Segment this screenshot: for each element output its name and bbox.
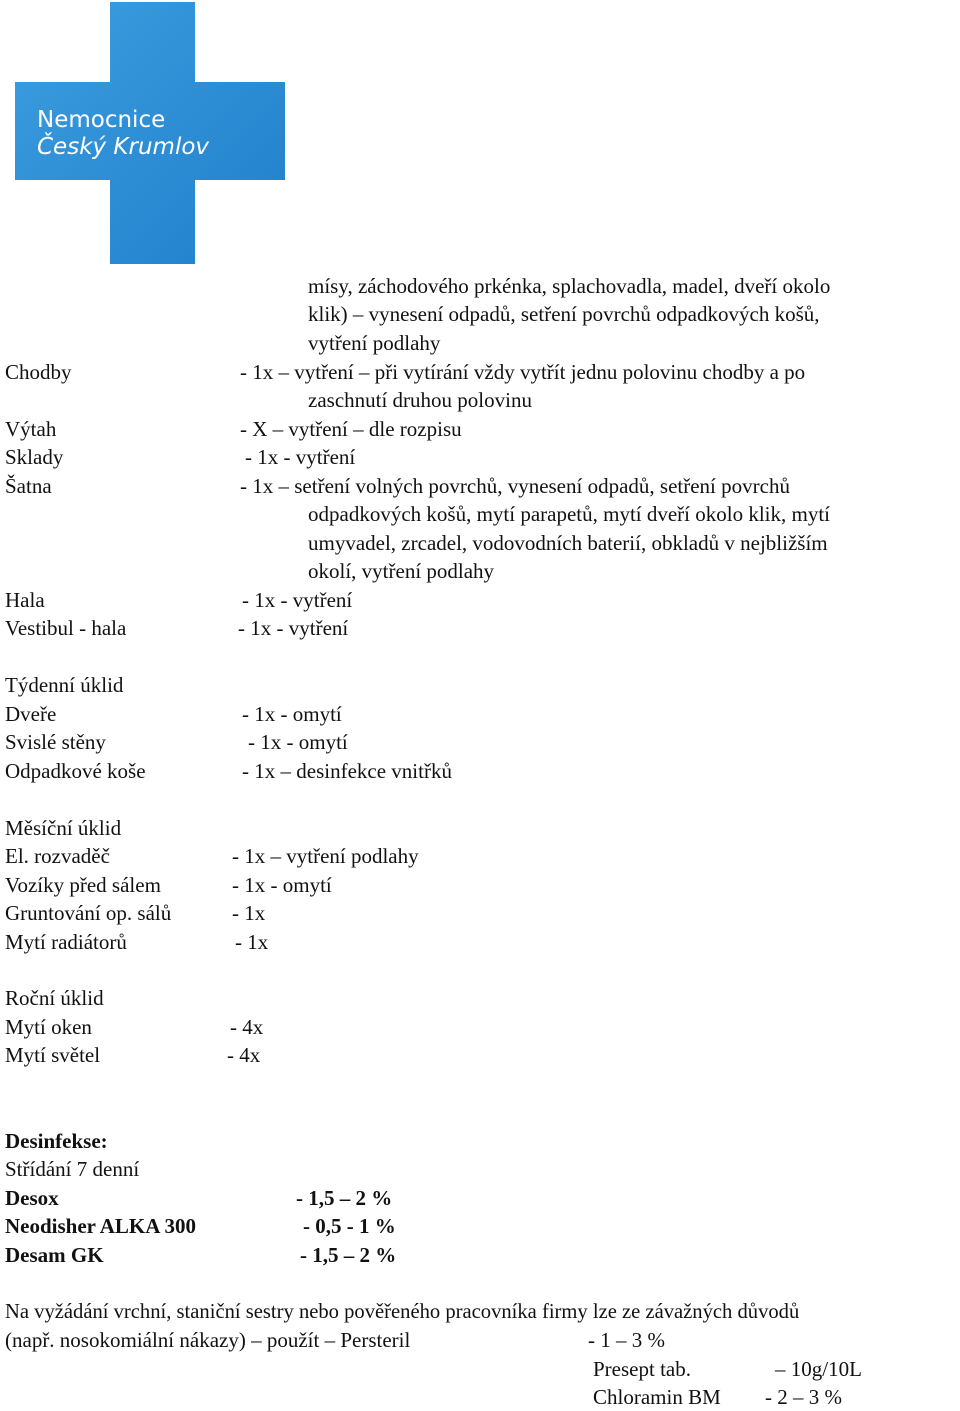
note-extra-value-2: - 2 – 3 % [765,1385,842,1409]
yearly-label-1: Mytí oken [5,1015,92,1039]
logo-text-line2: Český Krumlov [37,134,210,160]
cross-logo-icon [15,2,285,264]
daily-label-chodby: Chodby [5,360,72,384]
monthly-label-4: Mytí radiátorů [5,930,127,954]
yearly-label-2: Mytí světel [5,1043,101,1067]
weekly-label-1: Dveře [5,702,57,726]
disinfectant-conc-1: - 1,5 – 2 % [296,1186,393,1210]
logo-text-line1: Nemocnice [37,107,166,133]
disinfectant-conc-2: - 0,5 - 1 % [303,1214,396,1238]
daily-value-vytah: - X – vytření – dle rozpisu [240,417,462,441]
disinfection-title: Desinfekse: [5,1129,108,1153]
daily-value-chodby-2: zaschnutí druhou polovinu [308,388,532,412]
weekly-label-3: Odpadkové koše [5,759,146,783]
note-extra-name-1: Presept tab. [593,1357,691,1381]
monthly-value-3: - 1x [232,901,266,925]
weekly-value-2: - 1x - omytí [248,730,348,754]
monthly-value-2: - 1x - omytí [232,873,332,897]
monthly-value-1: - 1x – vytření podlahy [232,844,419,868]
monthly-title: Měsíční úklid [5,816,122,840]
daily-label-hala: Hala [5,588,45,612]
disinfectant-name-2: Neodisher ALKA 300 [5,1214,196,1238]
note-extra-value-1: – 10g/10L [775,1357,862,1381]
weekly-value-1: - 1x - omytí [242,702,342,726]
weekly-title: Týdenní úklid [5,673,124,697]
hospital-logo [15,2,285,264]
daily-value-vestibul: - 1x - vytření [238,616,349,640]
note-extra-name-2: Chloramin BM [593,1385,721,1409]
daily-value-satna-4: okolí, vytření podlahy [308,559,495,583]
note-line-2-value: - 1 – 3 % [588,1328,665,1352]
weekly-label-2: Svislé stěny [5,730,106,754]
disinfectant-conc-3: - 1,5 – 2 % [300,1243,397,1267]
monthly-label-2: Vozíky před sálem [5,873,161,897]
daily-value-satna-3: umyvadel, zrcadel, vodovodních baterií, obkladů v nejbližším [308,531,828,555]
daily-label-satna: Šatna [5,474,52,498]
weekly-value-3: - 1x – desinfekce vnitřků [242,759,452,783]
yearly-value-1: - 4x [230,1015,264,1039]
disinfectant-name-1: Desox [5,1186,59,1210]
note-line-2: (např. nosokomiální nákazy) – použít – Persteril [5,1328,411,1352]
cont-line-2: klik) – vynesení odpadů, setření povrchů odpadkových košů, [308,302,820,326]
daily-value-satna-2: odpadkových košů, mytí parapetů, mytí dveří okolo klik, mytí [308,502,831,526]
daily-label-vestibul: Vestibul - hala [5,616,127,640]
note-line-1: Na vyžádání vrchní, staniční sestry nebo pověřeného pracovníka firmy lze ze závažných důvodů [5,1301,800,1323]
monthly-label-1: El. rozvaděč [5,844,110,868]
daily-label-vytah: Výtah [5,417,57,441]
daily-value-sklady: - 1x - vytření [245,445,356,469]
yearly-value-2: - 4x [227,1043,261,1067]
cont-line-1: mísy, záchodového prkénka, splachovadla, madel, dveří okolo [308,274,831,298]
yearly-title: Roční úklid [5,986,104,1010]
disinfection-rotation: Střídání 7 denní [5,1157,140,1181]
daily-value-hala: - 1x - vytření [242,588,353,612]
daily-label-sklady: Sklady [5,445,64,469]
daily-value-satna-1: - 1x – setření volných povrchů, vynesení odpadů, setření povrchů [240,474,790,498]
disinfectant-name-3: Desam GK [5,1243,104,1267]
monthly-value-4: - 1x [235,930,269,954]
daily-value-chodby-1: - 1x – vytření – při vytírání vždy vytřít jednu polovinu chodby a po [240,360,806,384]
cont-line-3: vytření podlahy [308,331,441,355]
monthly-label-3: Gruntování op. sálů [5,901,172,925]
